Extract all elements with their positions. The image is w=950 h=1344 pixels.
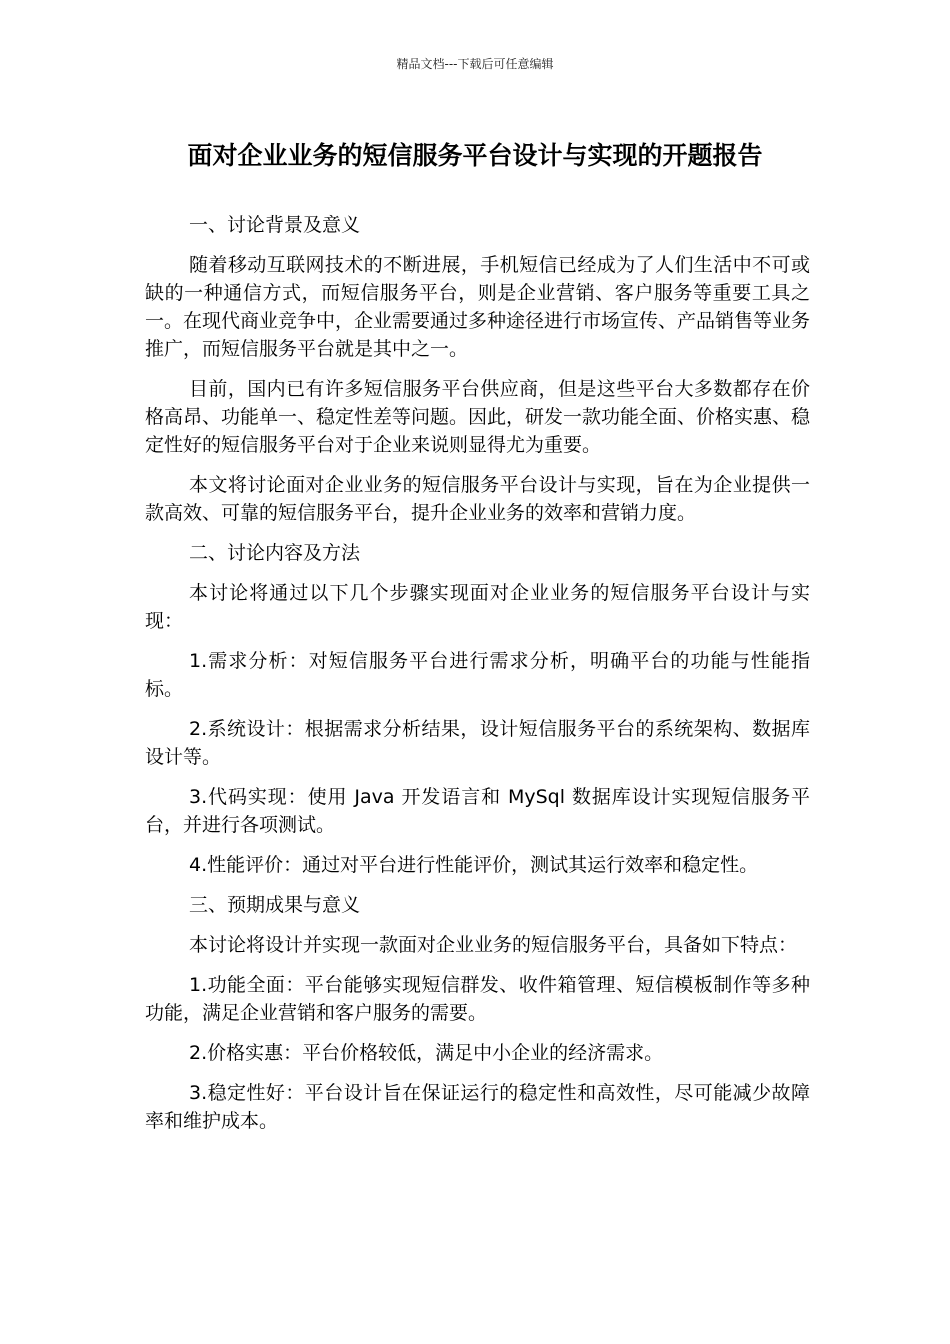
list-item-stability: 3.稳定性好：平台设计旨在保证运行的稳定性和高效性，尽可能减少故障率和维护成本。 xyxy=(145,1082,810,1132)
paragraph-methods-intro: 本讨论将通过以下几个步骤实现面对企业业务的短信服务平台设计与实现： xyxy=(145,582,810,632)
section-heading-outcomes: 三、预期成果与意义 xyxy=(189,894,361,916)
list-item-features: 1.功能全面：平台能够实现短信群发、收件箱管理、短信模板制作等多种功能，满足企业营销和客户服务的需要。 xyxy=(145,974,810,1024)
list-item-system-design: 2.系统设计：根据需求分析结果，设计短信服务平台的系统架构、数据库设计等。 xyxy=(145,718,810,768)
document-title: 面对企业业务的短信服务平台设计与实现的开题报告 xyxy=(187,141,763,170)
list-item-implementation: 3.代码实现：使用 Java 开发语言和 MySql 数据库设计实现短信服务平台，并进行各项测试。 xyxy=(145,786,810,836)
list-item-requirements: 1.需求分析：对短信服务平台进行需求分析，明确平台的功能与性能指标。 xyxy=(145,650,810,700)
section-heading-background: 一、讨论背景及意义 xyxy=(189,214,361,236)
list-item-price: 2.价格实惠：平台价格较低，满足中小企业的经济需求。 xyxy=(189,1042,664,1064)
page-header-watermark: 精品文档---下载后可任意编辑 xyxy=(396,57,554,71)
list-item-performance: 4.性能评价：通过对平台进行性能评价，测试其运行效率和稳定性。 xyxy=(189,854,759,876)
section-heading-methods: 二、讨论内容及方法 xyxy=(189,542,361,564)
paragraph-outcomes-intro: 本讨论将设计并实现一款面对企业业务的短信服务平台，具备如下特点： xyxy=(189,934,798,956)
paragraph-background-2: 目前，国内已有许多短信服务平台供应商，但是这些平台大多数都存在价格高昂、功能单一、稳定性差等问题。因此，研发一款功能全面、价格实惠、稳定性好的短信服务平台对于企业来说则显得尤为重要。 xyxy=(145,378,811,456)
document-body xyxy=(145,211,810,1147)
paragraph-background-1: 随着移动互联网技术的不断进展，手机短信已经成为了人们生活中不可或缺的一种通信方式，而短信服务平台，则是企业营销、客户服务等重要工具之一。在现代商业竞争中，企业需要通过多种途径进行市场宣传、产品销售等业务推广，而短信服务平台就是其中之一。 xyxy=(145,254,811,360)
paragraph-background-3: 本文将讨论面对企业业务的短信服务平台设计与实现，旨在为企业提供一款高效、可靠的短信服务平台，提升企业业务的效率和营销力度。 xyxy=(145,474,810,524)
